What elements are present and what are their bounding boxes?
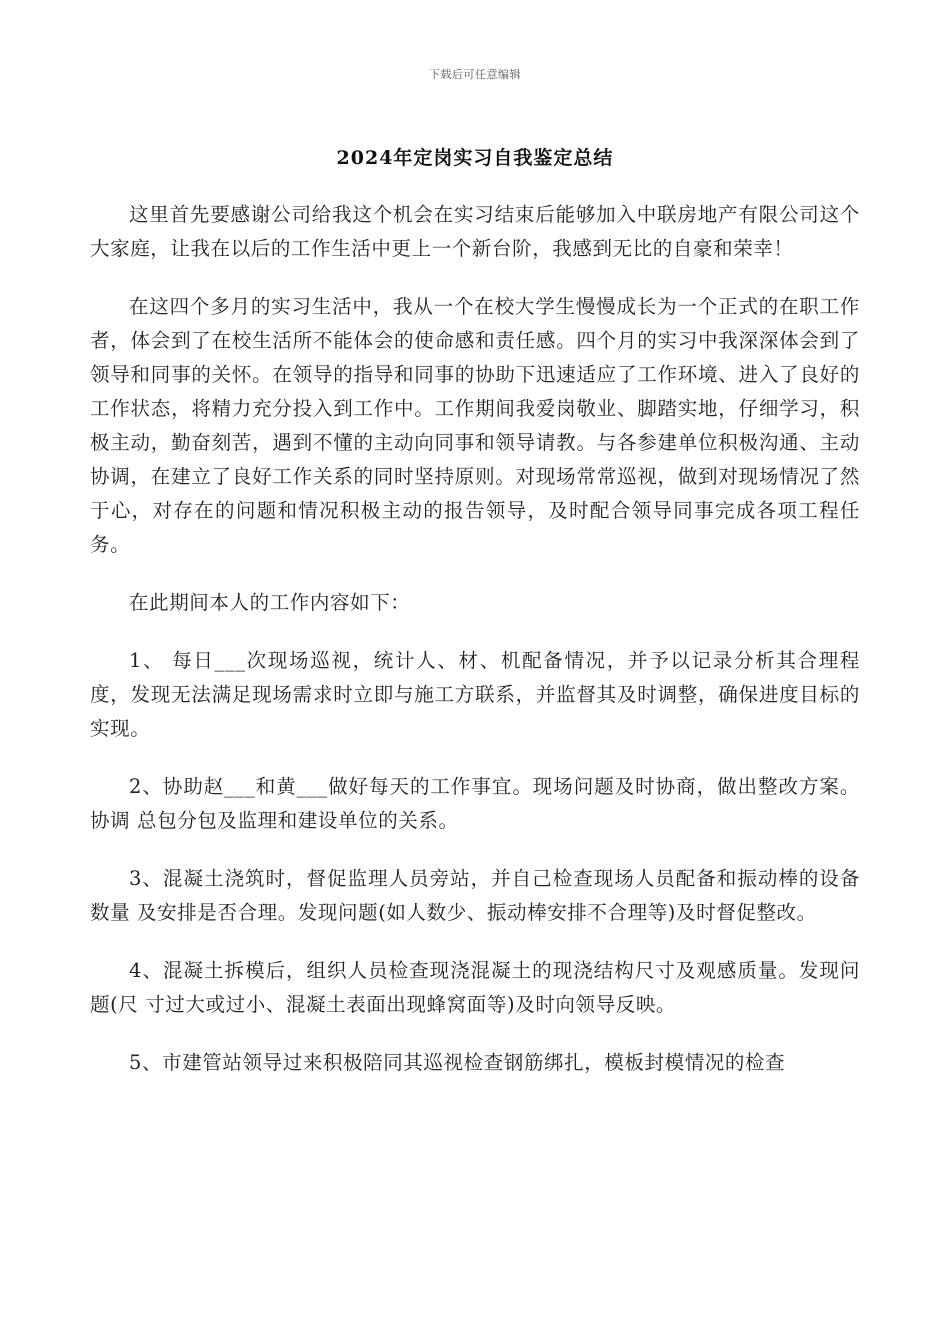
list-item-1: 1、 每日___次现场巡视，统计人、材、机配备情况，并予以记录分析其合理程度，发现无法满足现场需求时立即与施工方联系，并监督其及时调整，确保进度目标的实现。 <box>90 649 860 740</box>
paragraph-intro: 这里首先要感谢公司给我这个机会在实习结束后能够加入中联房地产有限公司这个大家庭，让我在以后的工作生活中更上一个新台阶，我感到无比的自豪和荣幸！ <box>90 203 860 260</box>
paragraph-work-content-heading: 在此期间本人的工作内容如下： <box>129 591 411 614</box>
document-title: 2024年定岗实习自我鉴定总结 <box>336 147 614 169</box>
list-item-5: 5、市建管站领导过来积极陪同其巡视检查钢筋绑扎，模板封模情况的检查 <box>129 1051 786 1074</box>
list-item-3: 3、混凝土浇筑时，督促监理人员旁站，并自己检查现场人员配备和振动棒的设备数量 及安排是否合理。发现问题(如人数少、振动棒安排不合理等)及时督促整改。 <box>90 867 860 924</box>
document-body <box>90 198 860 1080</box>
paragraph-internship-summary: 在这四个多月的实习生活中，我从一个在校大学生慢慢成长为一个正式的在职工作者，体会到了在校生活所不能体会的使命感和责任感。四个月的实习中我深深体会到了领导和同事的关怀。在领导的指导和同事的协助下迅速适应了工作环境、进入了良好的工作状态，将精力充分投入到工作中。工作期间我爱岗敬业、脚踏实地，仔细学习，积极主动，勤奋刻苦，遇到不懂的主动向同事和领导请教。与各参建单位积极沟通、主动协调，在建立了良好工作关系的同时坚持原则。对现场常常巡视，做到对现场情况了然于心，对存在的问题和情况积极主动的报告领导，及时配合领导同事完成各项工程任务。 <box>90 295 860 556</box>
header-note: 下载后可任意编辑 <box>429 68 521 81</box>
list-item-4: 4、混凝土拆模后，组织人员检查现浇混凝土的现浇结构尺寸及观感质量。发现问题(尺 寸过大或过小、混凝土表面出现蜂窝面等)及时向领导反映。 <box>90 959 860 1016</box>
list-item-2: 2、协助赵___和黄___做好每天的工作事宜。现场问题及时协商，做出整改方案。协调 总包分包及监理和建设单位的关系。 <box>90 775 860 832</box>
